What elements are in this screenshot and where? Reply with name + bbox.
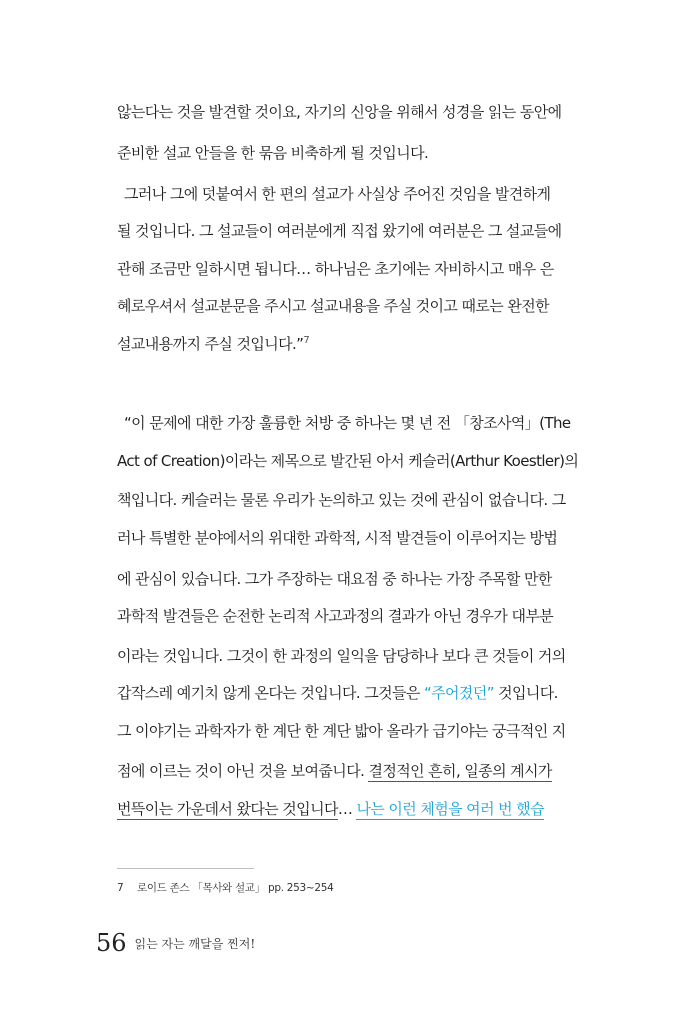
highlighted-quote: “주어졌던”: [423, 684, 494, 702]
body-line: Act of Creation)이라는 제목으로 발간된 아서 케슬러(Arthur Koestler)의: [117, 452, 579, 470]
body-line: 관해 조금만 일하시면 됩니다… 하나님은 초기에는 자비하시고 매우 은: [117, 260, 554, 278]
footnote-divider: [117, 868, 254, 869]
body-line: 될 것입니다. 그 설교들이 여러분에게 직접 왔기에 여러분은 그 설교들에: [117, 222, 562, 240]
body-line: [117, 758, 587, 784]
body-text: 설교내용까지 주실 것입니다.”: [117, 335, 304, 353]
body-line: 러나 특별한 분야에서의 위대한 과학적, 시적 발견들이 이루어지는 방법: [117, 529, 558, 547]
body-text: …: [337, 800, 353, 818]
body-text: 것입니다.: [498, 684, 558, 702]
body-line: [117, 331, 587, 357]
underlined-text: 결정적인 흔히, 일종의 계시가: [368, 762, 552, 780]
body-line: 혜로우셔서 설교분문을 주시고 설교내용을 주실 것이고 때로는 완전한: [117, 297, 549, 315]
page-footer: [96, 928, 255, 958]
body-line: 이라는 것입니다. 그것이 한 과정의 일익을 담당하나 보다 큰 것들이 거의: [117, 647, 566, 665]
body-line: 과학적 발견들은 순전한 논리적 사고과정의 결과가 아닌 경우가 대부분: [117, 607, 554, 625]
highlighted-underlined-text: 나는 이런 체험을 여러 번 했습: [356, 800, 544, 818]
footnote-text: 로이드 존스 「목사와 설교」 pp. 253~254: [137, 882, 334, 894]
running-title: 읽는 자는 깨달을 찐저!: [134, 937, 256, 951]
body-line: [117, 796, 587, 822]
footnote-marker: 7: [303, 335, 310, 346]
body-line: [117, 680, 587, 706]
body-line: 준비한 설교 안들을 한 묶음 비축하게 될 것입니다.: [117, 144, 429, 162]
page-number: 56: [96, 929, 127, 957]
underlined-text: 번뜩이는 가운데서 왔다는 것입니다: [117, 800, 338, 818]
body-line: 그 이야기는 과학자가 한 계단 한 계단 밟아 올라가 급기야는 궁극적인 지: [117, 722, 566, 740]
body-line: 않는다는 것을 발견할 것이요, 자기의 신앙을 위해서 성경을 읽는 동안에: [117, 103, 562, 121]
footnote-number: 7: [117, 882, 124, 894]
footnote: [117, 880, 334, 896]
body-line: 그러나 그에 덧붙여서 한 편의 설교가 사실상 주어진 것임을 발견하게: [124, 185, 551, 203]
body-text: 점에 이르는 것이 아닌 것을 보여줍니다.: [117, 762, 365, 780]
body-line: 에 관심이 있습니다. 그가 주장하는 대요점 중 하나는 가장 주목할 만한: [117, 570, 552, 588]
body-text: 갑작스레 예기치 않게 온다는 것입니다. 그것들은: [117, 684, 420, 702]
body-line: “이 문제에 대한 가장 훌륭한 처방 중 하나는 몇 년 전 「창조사역」(The: [124, 414, 571, 432]
body-line: 책입니다. 케슬러는 물론 우리가 논의하고 있는 것에 관심이 없습니다. 그: [117, 491, 566, 509]
